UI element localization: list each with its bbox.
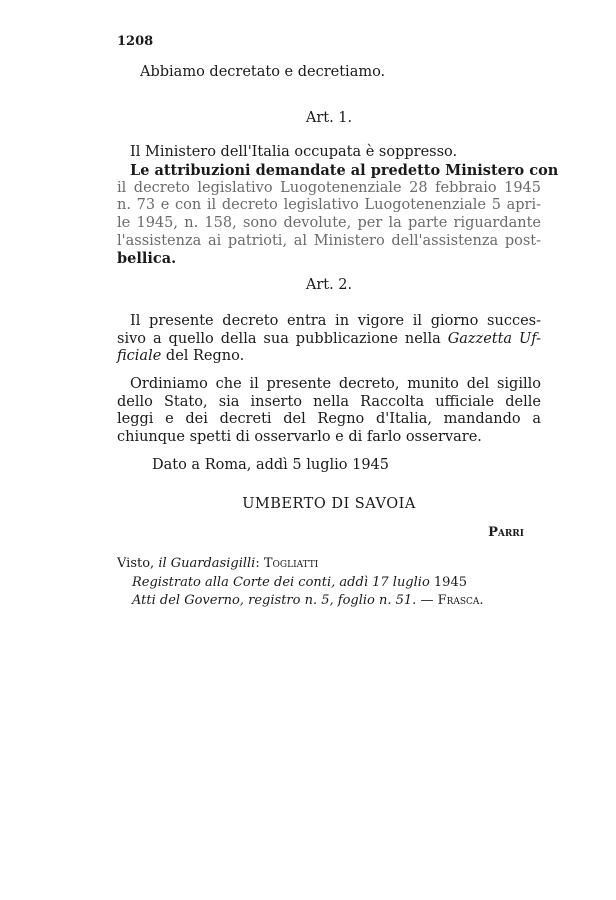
order-line: chiunque spetti di osservarlo e di farlo osservare. <box>117 429 482 445</box>
countersign: Parri <box>488 525 524 540</box>
order-line: leggi e dei decreti del Regno d'Italia, mandando a <box>117 411 541 427</box>
italic-text: il Guardasigilli <box>158 556 256 571</box>
art1-heading: Art. 1. <box>305 110 353 126</box>
art1-line: Il Ministero dell'Italia occupata è soppresso. <box>130 144 458 160</box>
text: Visto, <box>117 556 159 571</box>
text: : <box>255 556 264 571</box>
art2-heading: Art. 2. <box>305 277 353 293</box>
art2-line <box>117 331 541 348</box>
art1-line: le 1945, n. 158, sono devolute, per la parte riguardante <box>117 215 541 231</box>
art1-line: Le attribuzioni demandate al predetto Ministero con <box>130 162 559 179</box>
art2-line <box>117 348 541 365</box>
italic-text: Registrato alla Corte dei conti, addì 17 luglio <box>132 575 430 590</box>
text: sivo a quello della sua pubblicazione nella <box>117 331 448 347</box>
text: del Regno. <box>161 348 245 364</box>
signature: UMBERTO DI SAVOIA <box>242 496 416 512</box>
name: Togliatti <box>263 556 319 571</box>
preamble: Abbiamo decretato e decretiamo. <box>140 64 386 80</box>
atti-line <box>132 592 556 609</box>
art1-line: il decreto legislativo Luogotenenziale 28 febbraio 1945 <box>117 180 541 196</box>
italic-text: Atti del Governo, registro n. 5, foglio n. 51. <box>132 593 417 608</box>
art1-line: bellica. <box>117 250 177 267</box>
italic-text: ficiale <box>117 348 162 364</box>
dated-line: Dato a Roma, addì 5 luglio 1945 <box>152 457 390 473</box>
art1-line: n. 73 e con il decreto legislativo Luogotenenziale 5 apri- <box>117 197 541 213</box>
page-number: 1208 <box>117 34 154 49</box>
visto-line <box>117 555 541 572</box>
italic-text: Gazzetta Uf- <box>447 331 541 347</box>
art2-line: Il presente decreto entra in vigore il giorno succes- <box>130 313 541 329</box>
registrato-line <box>132 574 556 591</box>
text: 1945 <box>429 575 467 590</box>
order-line: Ordiniamo che il presente decreto, munito del sigillo <box>130 376 541 392</box>
name: Frasca. <box>437 593 484 608</box>
text: — <box>416 593 438 608</box>
art1-line: l'assistenza ai patrioti, al Ministero dell'assistenza post- <box>117 233 541 249</box>
order-line: dello Stato, sia inserto nella Raccolta ufficiale delle <box>117 394 541 410</box>
